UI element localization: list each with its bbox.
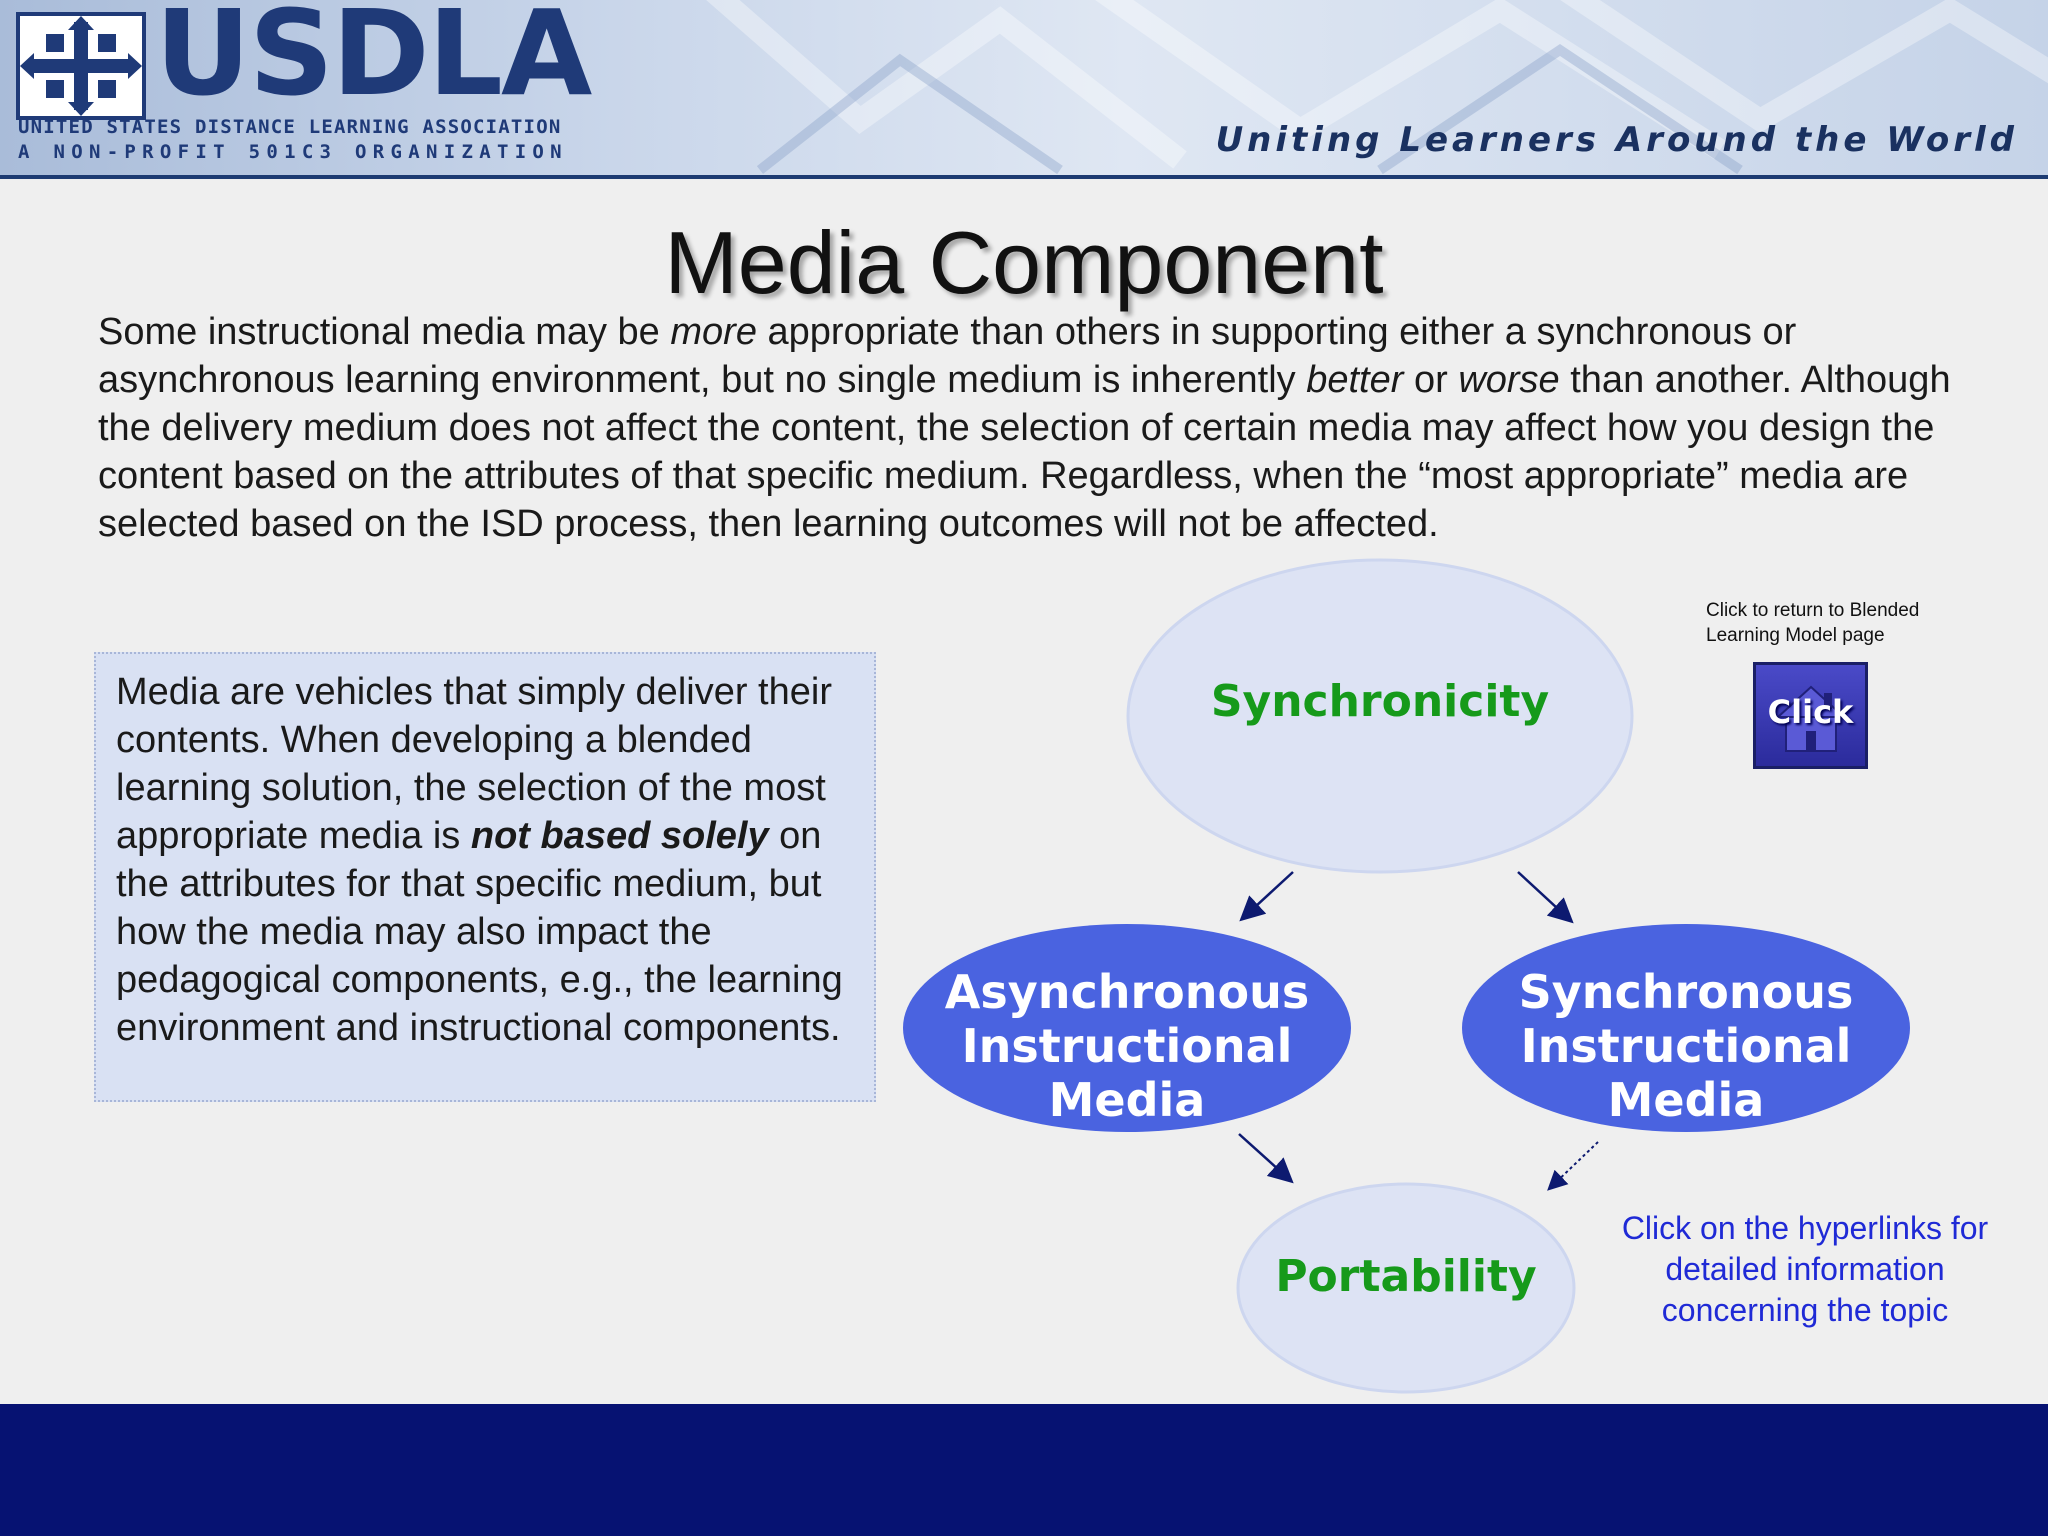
hyperlink-hint: Click on the hyperlinks for detailed information concerning the topic xyxy=(1621,1210,1989,1328)
home-button-label: Click xyxy=(1767,693,1854,731)
synchronous-media-link[interactable]: Synchronous Instructional Media xyxy=(1518,965,1854,1127)
callout-text: Media are vehicles that simply deliver their contents. When developing a blended learning solution, the selection of the most appropriate media is not based solely on the attributes for that specific medium, but how the media may also impact the pedagogical components, e.g., the learning environment and instructional components. xyxy=(116,671,843,1049)
arrow-async-to-portability xyxy=(1239,1134,1290,1180)
portability-link[interactable]: Portability xyxy=(1275,1251,1537,1302)
tagline: Uniting Learners Around the World xyxy=(1215,120,2018,160)
synchronicity-link[interactable]: Synchronicity xyxy=(1210,676,1550,727)
intro-paragraph: Some instructional media may be more appropriate than others in supporting either a synchronous or asynchronous learning environment, but no single medium is inherently better or worse than another. Although the delivery medium does not affect the content, the selection of certain media may affect how you design the content based on the attributes of that specific medium. Regardless, when the “most appropriate” media are selected based on the ISD process, then learning outcomes will not be affected. xyxy=(98,311,1951,545)
footer-bar xyxy=(0,1404,2048,1536)
arrow-sync-to-portability xyxy=(1550,1142,1598,1188)
home-button[interactable] xyxy=(1753,662,1868,769)
logo-wordmark: USDLA xyxy=(155,0,591,122)
org-status: A NON-PROFIT 501C3 ORGANIZATION xyxy=(18,141,568,163)
arrow-synchronicity-to-async xyxy=(1243,872,1293,918)
home-caption: Click to return to Blended Learning Model page xyxy=(1706,600,1920,646)
slide-title: Media Component xyxy=(664,213,1384,312)
org-name: UNITED STATES DISTANCE LEARNING ASSOCIATION xyxy=(18,116,562,138)
arrow-synchronicity-to-sync xyxy=(1518,872,1570,920)
asynchronous-media-link[interactable]: Asynchronous Instructional Media xyxy=(944,965,1310,1127)
